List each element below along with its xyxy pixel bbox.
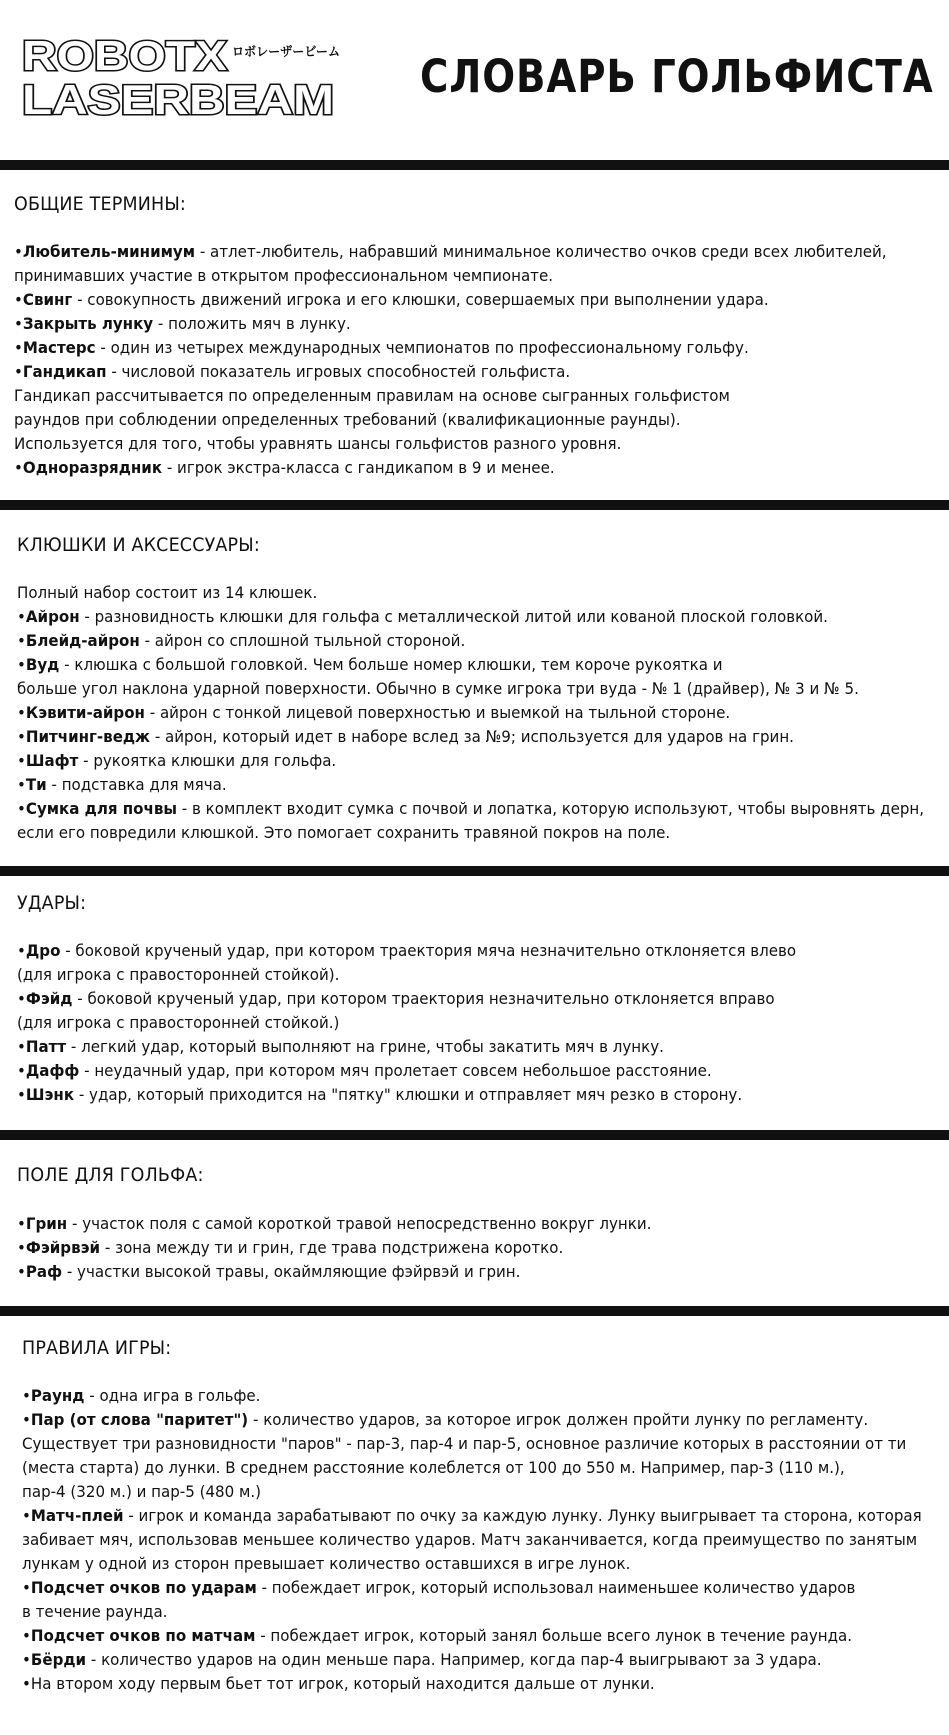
logo-jp-text: ロボレーザービーム: [232, 45, 340, 60]
term-line: •Раф - участки высокой травы, окаймляющие фэйрвэй и грин.: [17, 1262, 521, 1281]
term-line: (для игрока с правосторонней стойкой.): [17, 1013, 340, 1032]
term-line: •Шэнк - удар, который приходится на "пятку" клюшки и отправляет мяч резко в сторону.: [17, 1085, 743, 1104]
section-title: УДАРЫ:: [17, 892, 87, 914]
section-divider: [0, 866, 949, 876]
term-line: •Вуд - клюшка с большой головкой. Чем больше номер клюшки, тем короче рукоятка и: [17, 655, 723, 674]
logo-graphic: [20, 30, 350, 125]
page-title: СЛОВАРЬ ГОЛЬФИСТА: [420, 50, 934, 103]
term-line: лункам у одной из сторон превышает количество оставшихся в игре лунок.: [22, 1554, 631, 1573]
section-divider: [0, 1306, 949, 1316]
section-divider: [0, 500, 949, 510]
robotx-laserbeam-logo: [20, 30, 350, 125]
section-title: ПОЛЕ ДЛЯ ГОЛЬФА:: [17, 1164, 204, 1186]
term-line: раундов при соблюдении определенных требований (квалификационные раунды).: [14, 410, 681, 429]
term-line: •Айрон - разновидность клюшки для гольфа с металлической литой или кованой плоской головкой.: [17, 607, 828, 626]
term-line: •Подсчет очков по матчам - побеждает игрок, который занял больше всего лунок в течение раунда.: [22, 1626, 853, 1645]
term-line: Существует три разновидности "паров" - пар-3, пар-4 и пар-5, основное различие которых в расстоянии от ти: [22, 1434, 907, 1453]
term-line: в течение раунда.: [22, 1602, 168, 1621]
term-line: Используется для того, чтобы уравнять шансы гольфистов разного уровня.: [14, 434, 622, 453]
term-line: больше угол наклона ударной поверхности. Обычно в сумке игрока три вуда - № 1 (драйвер), № 3 и № 5.: [17, 679, 859, 698]
term-line: •Ти - подставка для мяча.: [17, 775, 227, 794]
term-line: забивает мяч, использовав меньшее количество ударов. Матч заканчивается, когда преимущество по занятым: [22, 1530, 918, 1549]
term-line: •Закрыть лунку - положить мяч в лунку.: [14, 314, 351, 333]
term-line: принимавших участие в открытом профессиональном чемпионате.: [14, 266, 554, 285]
term-line: •Мастерс - один из четырех международных чемпионатов по профессиональному гольфу.: [14, 338, 749, 357]
term-line: •Матч-плей - игрок и команда зарабатывают по очку за каждую лунку. Лунку выигрывает та сторона, которая: [22, 1506, 922, 1525]
term-line: •Блейд-айрон - айрон со сплошной тыльной стороной.: [17, 631, 466, 650]
term-line: пар-4 (320 м.) и пар-5 (480 м.): [22, 1482, 262, 1501]
term-line: •Любитель-минимум - атлет-любитель, набравший минимальное количество очков среди всех любителей,: [14, 242, 887, 261]
term-line: Гандикап рассчитывается по определенным правилам на основе сыгранных гольфистом: [14, 386, 730, 405]
logo-line1: ROBOTX: [22, 32, 227, 79]
logo-line2: LASERBEAM: [22, 76, 334, 123]
section-title: ОБЩИЕ ТЕРМИНЫ:: [14, 193, 187, 215]
term-line: •Фэйрвэй - зона между ти и грин, где трава подстрижена коротко.: [17, 1238, 564, 1257]
term-line: •Фэйд - боковой крученый удар, при котором траектория незначительно отклоняется вправо: [17, 989, 775, 1008]
term-line: •Патт - легкий удар, который выполняют на грине, чтобы закатить мяч в лунку.: [17, 1037, 664, 1056]
term-line: •Пар (от слова "паритет") - количество ударов, за которое игрок должен пройти лунку по регламенту.: [22, 1410, 869, 1429]
term-line: (места старта) до лунки. В среднем расстояние колеблется от 100 до 550 м. Например, пар-3 (110 м.),: [22, 1458, 845, 1477]
term-line: •Раунд - одна игра в гольфе.: [22, 1386, 261, 1405]
section-title: КЛЮШКИ И АКСЕССУАРЫ:: [17, 534, 260, 556]
section-title: ПРАВИЛА ИГРЫ:: [22, 1337, 172, 1359]
term-line: •Шафт - рукоятка клюшки для гольфа.: [17, 751, 337, 770]
term-line: •На втором ходу первым бьет тот игрок, который находится дальше от лунки.: [22, 1674, 655, 1693]
term-line: •Одноразрядник - игрок экстра-класса с гандикапом в 9 и менее.: [14, 458, 555, 477]
term-line: •Питчинг-ведж - айрон, который идет в наборе вслед за №9; используется для ударов на грин.: [17, 727, 794, 746]
term-line: •Кэвити-айрон - айрон с тонкой лицевой поверхностью и выемкой на тыльной стороне.: [17, 703, 731, 722]
term-line: •Свинг - совокупность движений игрока и его клюшки, совершаемых при выполнении удара.: [14, 290, 769, 309]
section-divider: [0, 1130, 949, 1140]
term-line: •Грин - участок поля с самой короткой травой непосредственно вокруг лунки.: [17, 1214, 652, 1233]
term-line: •Подсчет очков по ударам - побеждает игрок, который использовал наименьшее количество ударов: [22, 1578, 856, 1597]
section-divider: [0, 160, 949, 170]
term-line: •Дро - боковой крученый удар, при котором траектория мяча незначительно отклоняется влево: [17, 941, 797, 960]
term-line: •Сумка для почвы - в комплект входит сумка с почвой и лопатка, которую используют, чтобы выровнять дерн,: [17, 799, 925, 818]
term-line: Полный набор состоит из 14 клюшек.: [17, 583, 318, 602]
term-line: если его повредили клюшкой. Это помогает сохранить травяной покров на поле.: [17, 823, 671, 842]
term-line: (для игрока с правосторонней стойкой).: [17, 965, 340, 984]
term-line: •Гандикап - числовой показатель игровых способностей гольфиста.: [14, 362, 571, 381]
term-line: •Бёрди - количество ударов на один меньше пара. Например, когда пар-4 выигрывают за 3 удара.: [22, 1650, 822, 1669]
term-line: •Дафф - неудачный удар, при котором мяч пролетает совсем небольшое расстояние.: [17, 1061, 712, 1080]
